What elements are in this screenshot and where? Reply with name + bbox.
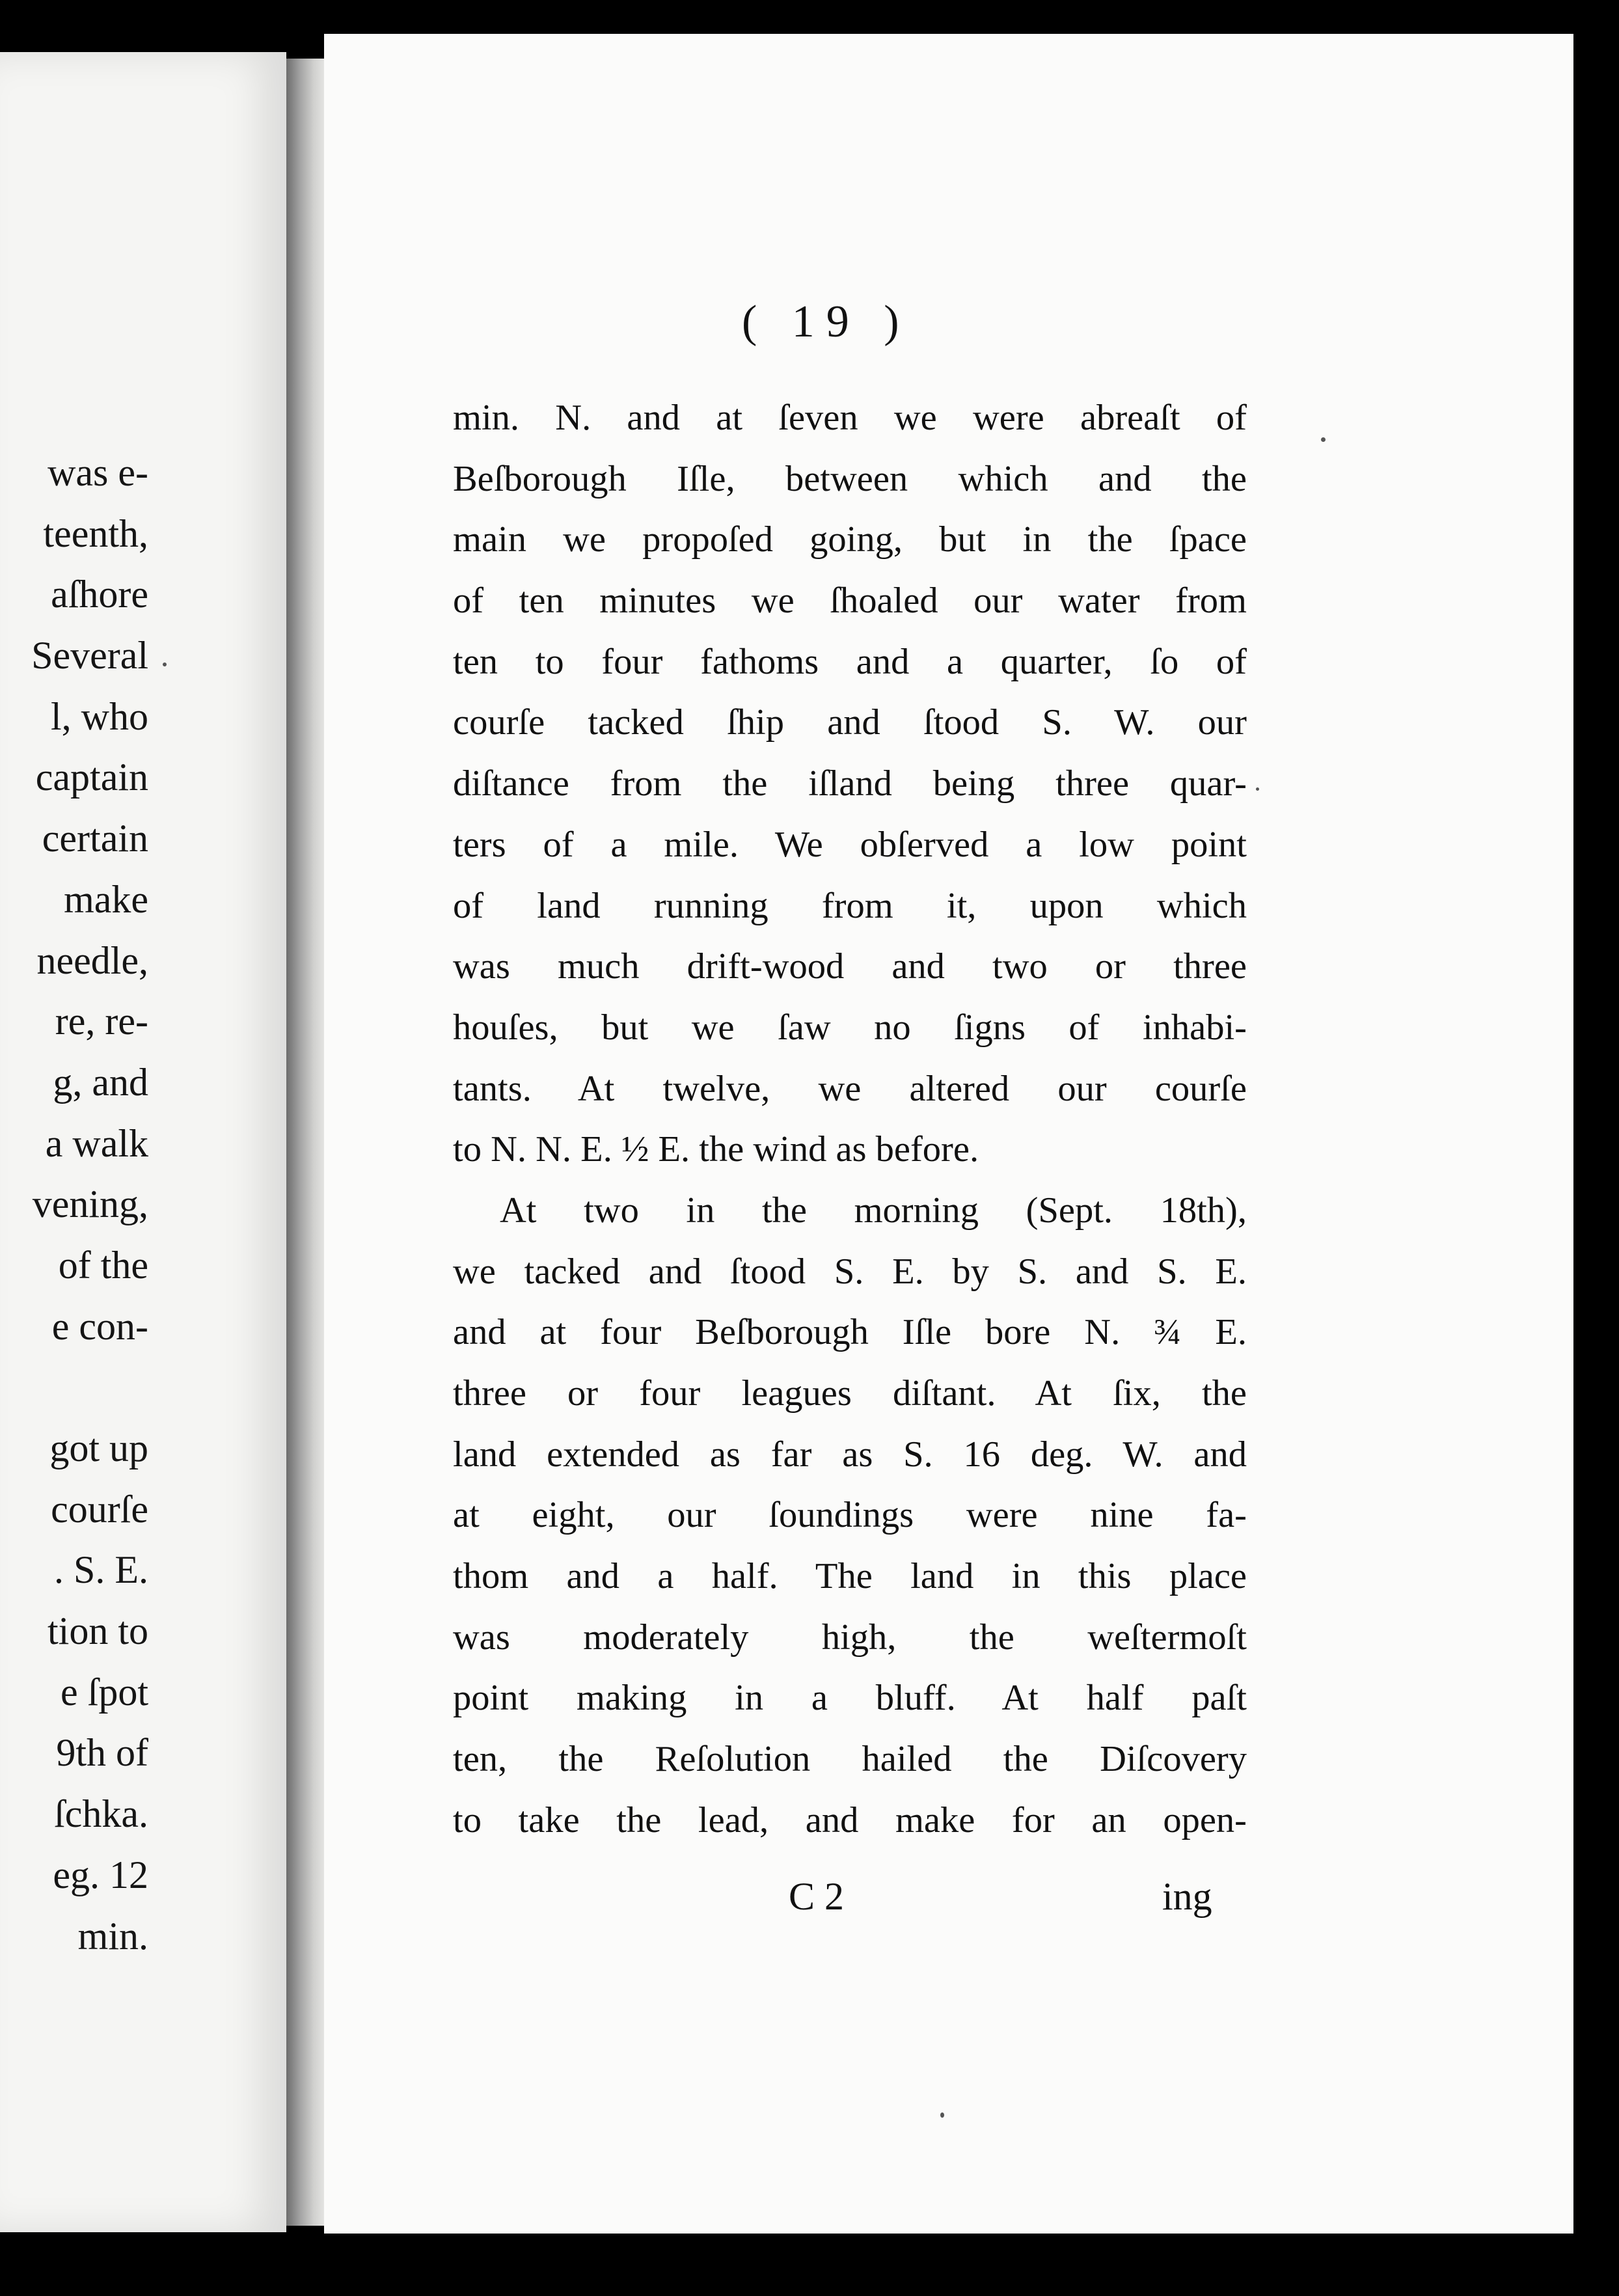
left-line: vening, — [32, 1182, 148, 1226]
text-line: point making in a bluff. At half paſt — [453, 1678, 1247, 1719]
text-line: thom and a half. The land in this place — [453, 1556, 1247, 1597]
paper-speck — [940, 2112, 944, 2118]
left-line: got up — [49, 1427, 148, 1469]
left-line: eg. 12 — [53, 1853, 148, 1896]
left-line: l, who — [51, 694, 148, 738]
left-line: make — [64, 877, 148, 921]
left-line: . S. E. — [53, 1548, 148, 1592]
left-line: captain — [35, 756, 148, 799]
left-line: re, re- — [55, 1000, 148, 1043]
paper-speck — [1256, 787, 1259, 791]
text-line: to take the lead, and make for an open- — [453, 1799, 1247, 1840]
left-line: was e- — [48, 451, 148, 494]
text-line: diſtance from the iſland being three quar- — [453, 763, 1247, 804]
text-line: houſes, but we ſaw no ſigns of inhabi- — [453, 1007, 1247, 1048]
text-line: tants. At twelve, we altered our courſe — [453, 1068, 1247, 1109]
page-number: ( 19 ) — [742, 297, 911, 347]
text-line: Beſborough Iſle, between which and the — [453, 458, 1247, 499]
left-line: e ſpot — [61, 1670, 148, 1714]
text-line: to N. N. E. ½ E. the wind as before. — [453, 1129, 979, 1170]
left-facing-page — [0, 52, 286, 2232]
text-line: was moderately high, the weſtermoſt — [453, 1617, 1247, 1658]
text-line: of ten minutes we ſhoaled our water from — [453, 581, 1247, 622]
text-line: min. N. and at ſeven we were abreaſt of — [453, 398, 1247, 438]
text-line: ters of a mile. We obſerved a low point — [453, 824, 1247, 865]
text-line: at eight, our ſoundings were nine fa- — [453, 1495, 1247, 1536]
catchword: ing — [1162, 1875, 1212, 1918]
text-line: land extended as far as S. 16 deg. W. and — [453, 1434, 1247, 1475]
left-line: Several — [31, 634, 148, 677]
left-line: e con- — [51, 1304, 148, 1348]
text-line: of land running from it, upon which — [453, 885, 1247, 926]
text-line: we tacked and ſtood S. E. by S. and S. E. — [453, 1251, 1247, 1292]
paper-speck — [1321, 437, 1326, 442]
left-line: teenth, — [43, 512, 148, 555]
left-line: needle, — [36, 938, 148, 982]
left-line: certain — [42, 817, 148, 860]
left-line — [12, 1357, 148, 1418]
text-line: main we propoſed going, but in the ſpace — [453, 519, 1247, 560]
left-line: g, and — [53, 1060, 148, 1104]
left-line: 9th of — [56, 1731, 148, 1775]
left-line: tion to — [47, 1609, 148, 1653]
left-line: ſchka. — [54, 1792, 148, 1836]
left-line: courſe — [51, 1487, 148, 1531]
left-line: a walk — [45, 1121, 148, 1165]
text-line: courſe tacked ſhip and ſtood S. W. our — [453, 702, 1247, 743]
left-page-text — [12, 443, 148, 1967]
text-line: three or four leagues diſtant. At ſix, the — [453, 1373, 1247, 1414]
text-line: and at four Beſborough Iſle bore N. ¾ E. — [453, 1312, 1247, 1353]
left-line: min. — [77, 1914, 148, 1958]
paragraph-start-line: At two in the morning (Sept. 18th), — [500, 1190, 1247, 1231]
left-line: of the — [58, 1243, 148, 1287]
left-line: aſhore — [51, 573, 148, 616]
signature-mark: C 2 — [789, 1875, 845, 1918]
book-gutter — [286, 59, 325, 2226]
text-line: ten, the Reſolution hailed the Diſcovery — [453, 1739, 1247, 1780]
text-line: ten to four fathoms and a quarter, ſo of — [453, 641, 1247, 682]
paper-speck — [163, 663, 167, 666]
body-text — [453, 388, 1247, 1852]
text-line: was much drift-wood and two or three — [453, 946, 1247, 987]
